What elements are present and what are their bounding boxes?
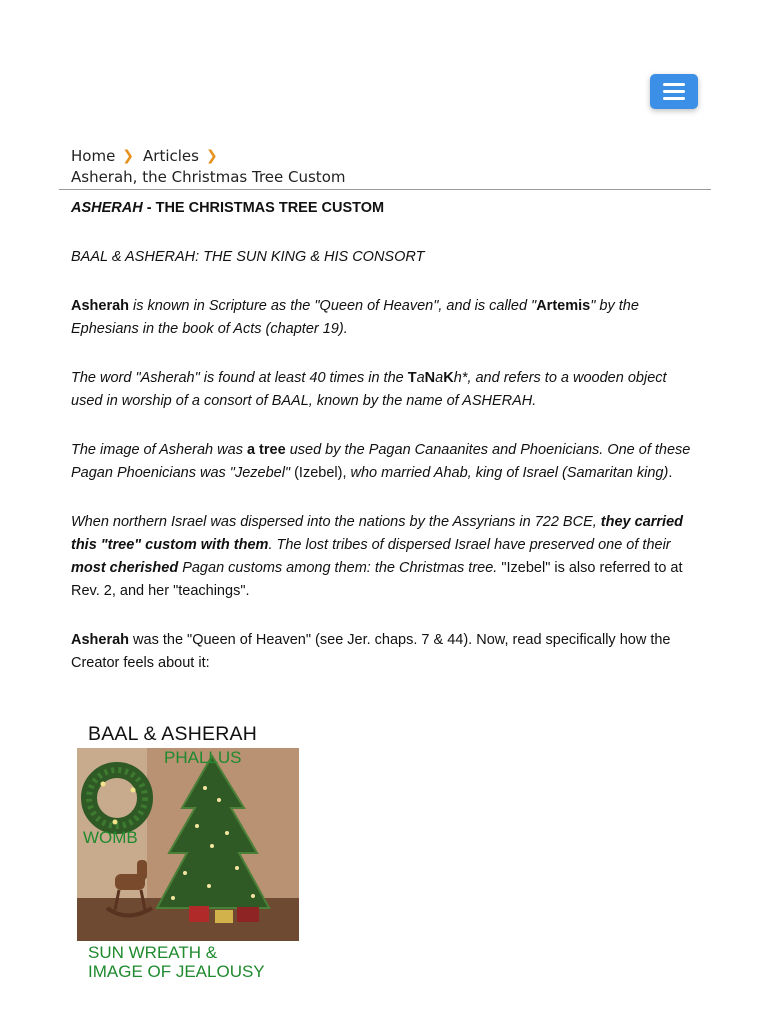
p4-c: . The lost tribes of dispersed Israel have preserved one of their (268, 537, 671, 553)
christmas-tree-photo (77, 748, 299, 941)
p1-d: " by the Ephesians in the book of Acts (chapter 19). (71, 298, 639, 337)
p4-e: Pagan customs among them: the Christmas tree. (178, 560, 498, 576)
paragraph-1 (71, 295, 701, 341)
chevron-right-icon: ❯ (122, 148, 135, 164)
p4-d: most cherished (71, 560, 179, 576)
chevron-right-icon: ❯ (205, 148, 218, 164)
p2-t2: a (416, 370, 425, 386)
label-phallus: PHALLUS (164, 748, 242, 767)
p4-a: When northern Israel was dispersed into the nations by the Assyrians in 722 BCE, (71, 514, 601, 530)
title-italic: ASHERAH (71, 200, 143, 216)
p3-b: a tree (246, 442, 286, 458)
p3-c: used by the Pagan Canaanites and Phoenicians. One of these Pagan Phoenicians was "Jezebel" (71, 442, 691, 481)
p5-b: was the "Queen of Heaven" (see Jer. chaps. 7 & 44). Now, read specifically how the Creator feels about it: (71, 632, 671, 671)
article-subtitle: BAAL & ASHERAH: THE SUN KING & HIS CONSORT (71, 249, 425, 265)
figure-caption-line1: SUN WREATH & (88, 943, 218, 962)
p3-a: The image of Asherah was (71, 442, 247, 458)
p2-t5: K (443, 370, 454, 386)
p1-b: is known in Scripture as the "Queen of Heaven", and is called " (129, 298, 537, 314)
p2-t4: a (435, 370, 444, 386)
breadcrumb-current: Asherah, the Christmas Tree Custom (71, 168, 346, 186)
p3-e: who married Ahab, king of Israel (Samaritan king) (350, 465, 669, 481)
paragraph-2 (71, 367, 701, 413)
menu-button[interactable] (650, 74, 698, 109)
article-title (71, 197, 701, 220)
paragraph-3 (71, 439, 701, 485)
hamburger-menu-icon (663, 83, 685, 86)
label-womb: WOMB (83, 828, 138, 847)
hamburger-menu-icon-bar (663, 97, 685, 100)
paragraph-5 (71, 629, 701, 675)
breadcrumb-home-link[interactable]: Home (71, 147, 116, 165)
breadcrumb (71, 146, 711, 187)
p2-t1: T (407, 370, 417, 386)
p4-b: they carried this "tree" custom with them (71, 514, 684, 553)
p2-a: The word "Asherah" is found at least 40 times in the (71, 370, 408, 386)
article-body (71, 197, 701, 701)
paragraph-4 (71, 511, 701, 603)
p2-t6: h* (453, 370, 468, 386)
hamburger-menu-icon-bar (663, 90, 685, 93)
p2-t3: N (424, 370, 436, 386)
p1-a: Asherah (71, 298, 130, 314)
p5-a: Asherah (71, 632, 130, 648)
p3-d: (Izebel), (290, 465, 351, 481)
title-rest: - THE CHRISTMAS TREE CUSTOM (142, 200, 385, 216)
p3-f: . (668, 465, 673, 481)
p4-f: "Izebel" is also referred to at Rev. 2, and her "teachings". (71, 560, 683, 599)
figure-caption-line2: IMAGE OF JEALOUSY (88, 962, 265, 981)
p2-b: , and refers to a wooden object used in worship of a consort of BAAL, known by the name of ASHERAH. (71, 370, 667, 409)
figure-title: BAAL & ASHERAH (88, 723, 257, 745)
breadcrumb-articles-link[interactable]: Articles (143, 147, 199, 165)
p1-c: Artemis (536, 298, 591, 314)
asherah-figure (76, 721, 300, 983)
divider (59, 189, 711, 190)
